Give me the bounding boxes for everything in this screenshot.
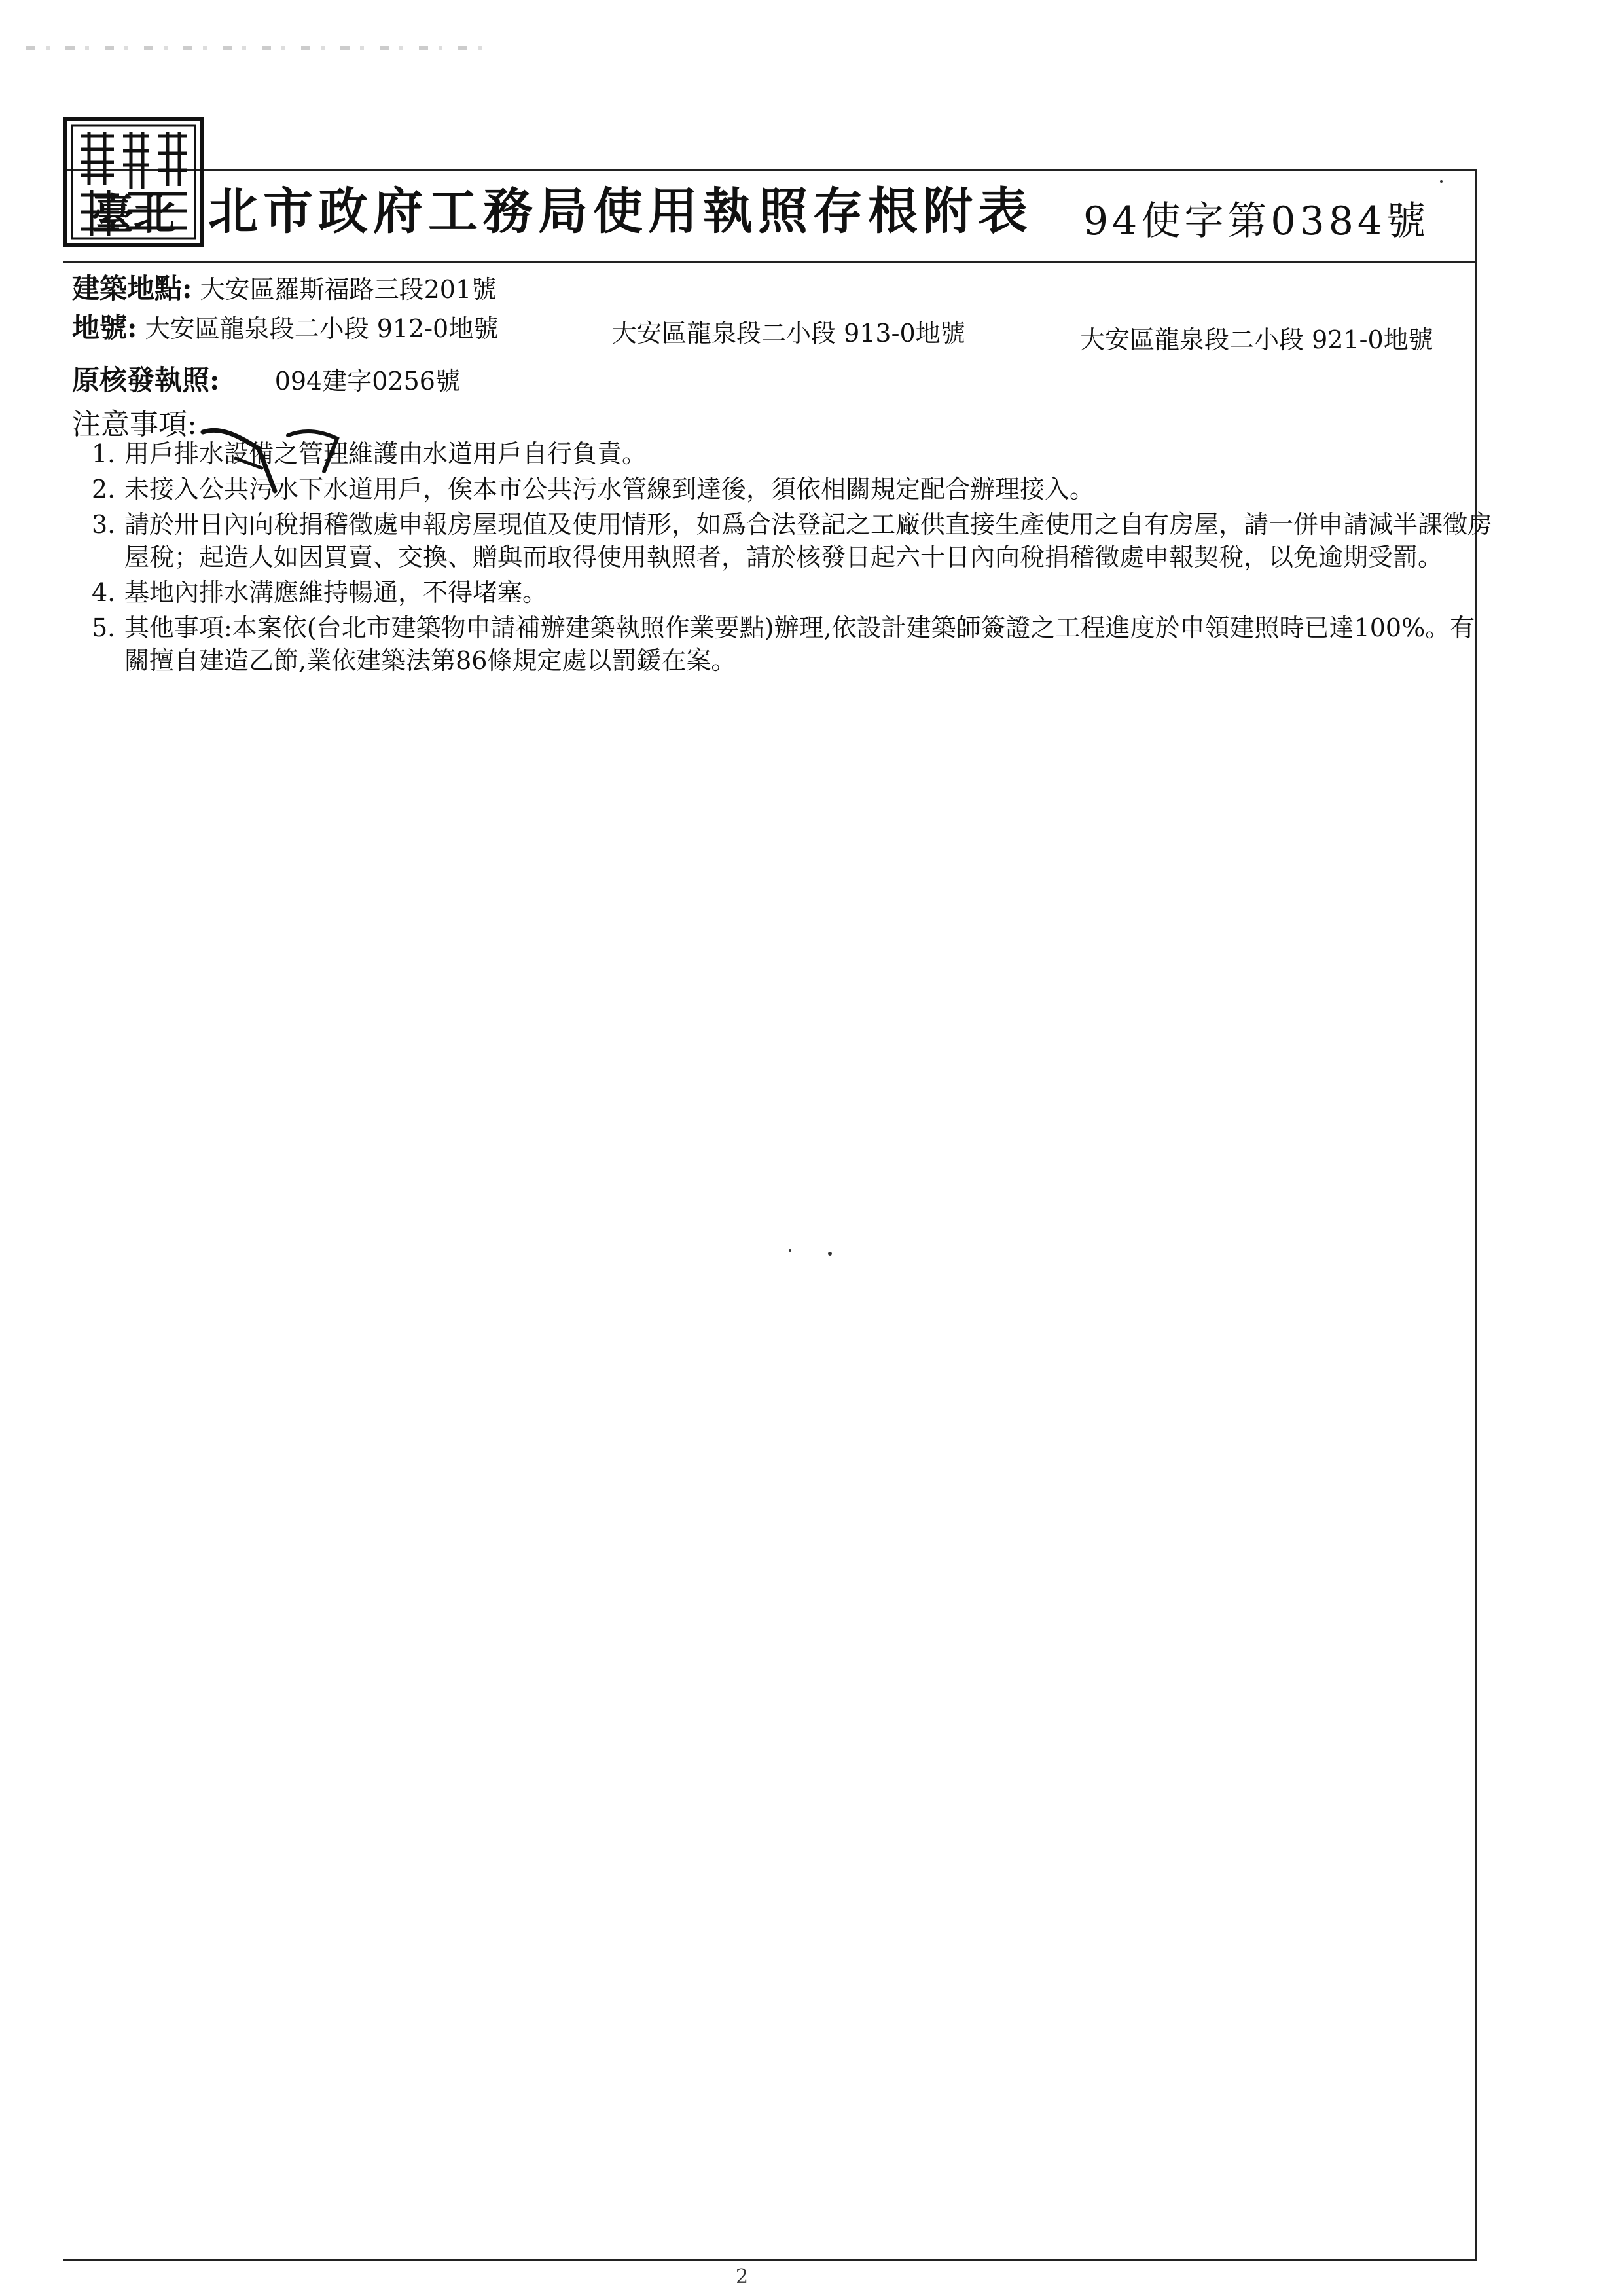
scan-speck: [789, 1249, 791, 1252]
notice-item-text: 基地內排水溝應維持暢通，不得堵塞。: [124, 578, 548, 607]
location-label: 建築地點:: [72, 272, 192, 304]
lot-value-2: 大安區龍泉段二小段 913-0地號: [612, 319, 965, 348]
notice-item-number: 5.: [92, 613, 116, 642]
location-row: [72, 267, 496, 306]
seal-text: 臺北: [92, 191, 175, 240]
location-value: 大安區羅斯福路三段201號: [200, 275, 497, 304]
original-permit-value: 094建字0256號: [274, 367, 460, 395]
page-number: 2: [736, 2265, 749, 2288]
original-permit-row: [72, 359, 460, 398]
official-seal-stamp: [63, 117, 204, 247]
notice-item-number: 2.: [92, 475, 116, 503]
lot-label: 地號:: [72, 312, 137, 344]
notice-item-text: 未接入公共污水下水道用戶，俟本市公共污水管線到達後，須依相關規定配合辦理接入。: [124, 475, 1095, 503]
scan-speck: [828, 1252, 832, 1256]
document-title: 北市政府工務局使用執照存根附表: [208, 182, 1033, 240]
original-permit-label: 原核發執照:: [72, 364, 220, 396]
scan-noise: [26, 46, 497, 50]
notice-item-number: 3.: [92, 510, 116, 539]
notice-item: [92, 576, 1492, 609]
notice-item: [92, 508, 1492, 574]
permit-number: 94使字第0384號: [1083, 198, 1430, 244]
notice-item-number: 4.: [92, 578, 116, 607]
notice-heading: 注意事項:: [72, 408, 197, 441]
notice-item-number: 1.: [92, 439, 116, 468]
notice-item-text: 用戶排水設備之管理維護由水道用戶自行負責。: [124, 439, 647, 468]
notice-item: [92, 611, 1492, 677]
lot-value-1: 大安區龍泉段二小段 912-0地號: [145, 314, 499, 343]
handwritten-mark: [196, 419, 347, 504]
lot-row: [72, 306, 498, 346]
notice-item-text: 請於卅日內向稅捐稽徵處申報房屋現值及使用情形，如爲合法登記之工廠供直接生產使用之自有房屋，請一併申請減半課徵房屋稅；起造人如因買賣、交換、贈與而取得使用執照者，請於核發日起六十日內向稅捐稽徵處申報契稅，以免逾期受罰。: [124, 510, 1493, 572]
notice-item-text: 其他事項:本案依(台北市建築物申請補辦建築執照作業要點)辦理,依設計建築師簽證之工程進度於申領建照時已達100%。有關擅自建造乙節,業依建築法第86條規定處以罰鍰在案。: [124, 613, 1475, 675]
scan-speck: [1440, 180, 1443, 183]
lot-value-3: 大安區龍泉段二小段 921-0地號: [1080, 325, 1433, 354]
